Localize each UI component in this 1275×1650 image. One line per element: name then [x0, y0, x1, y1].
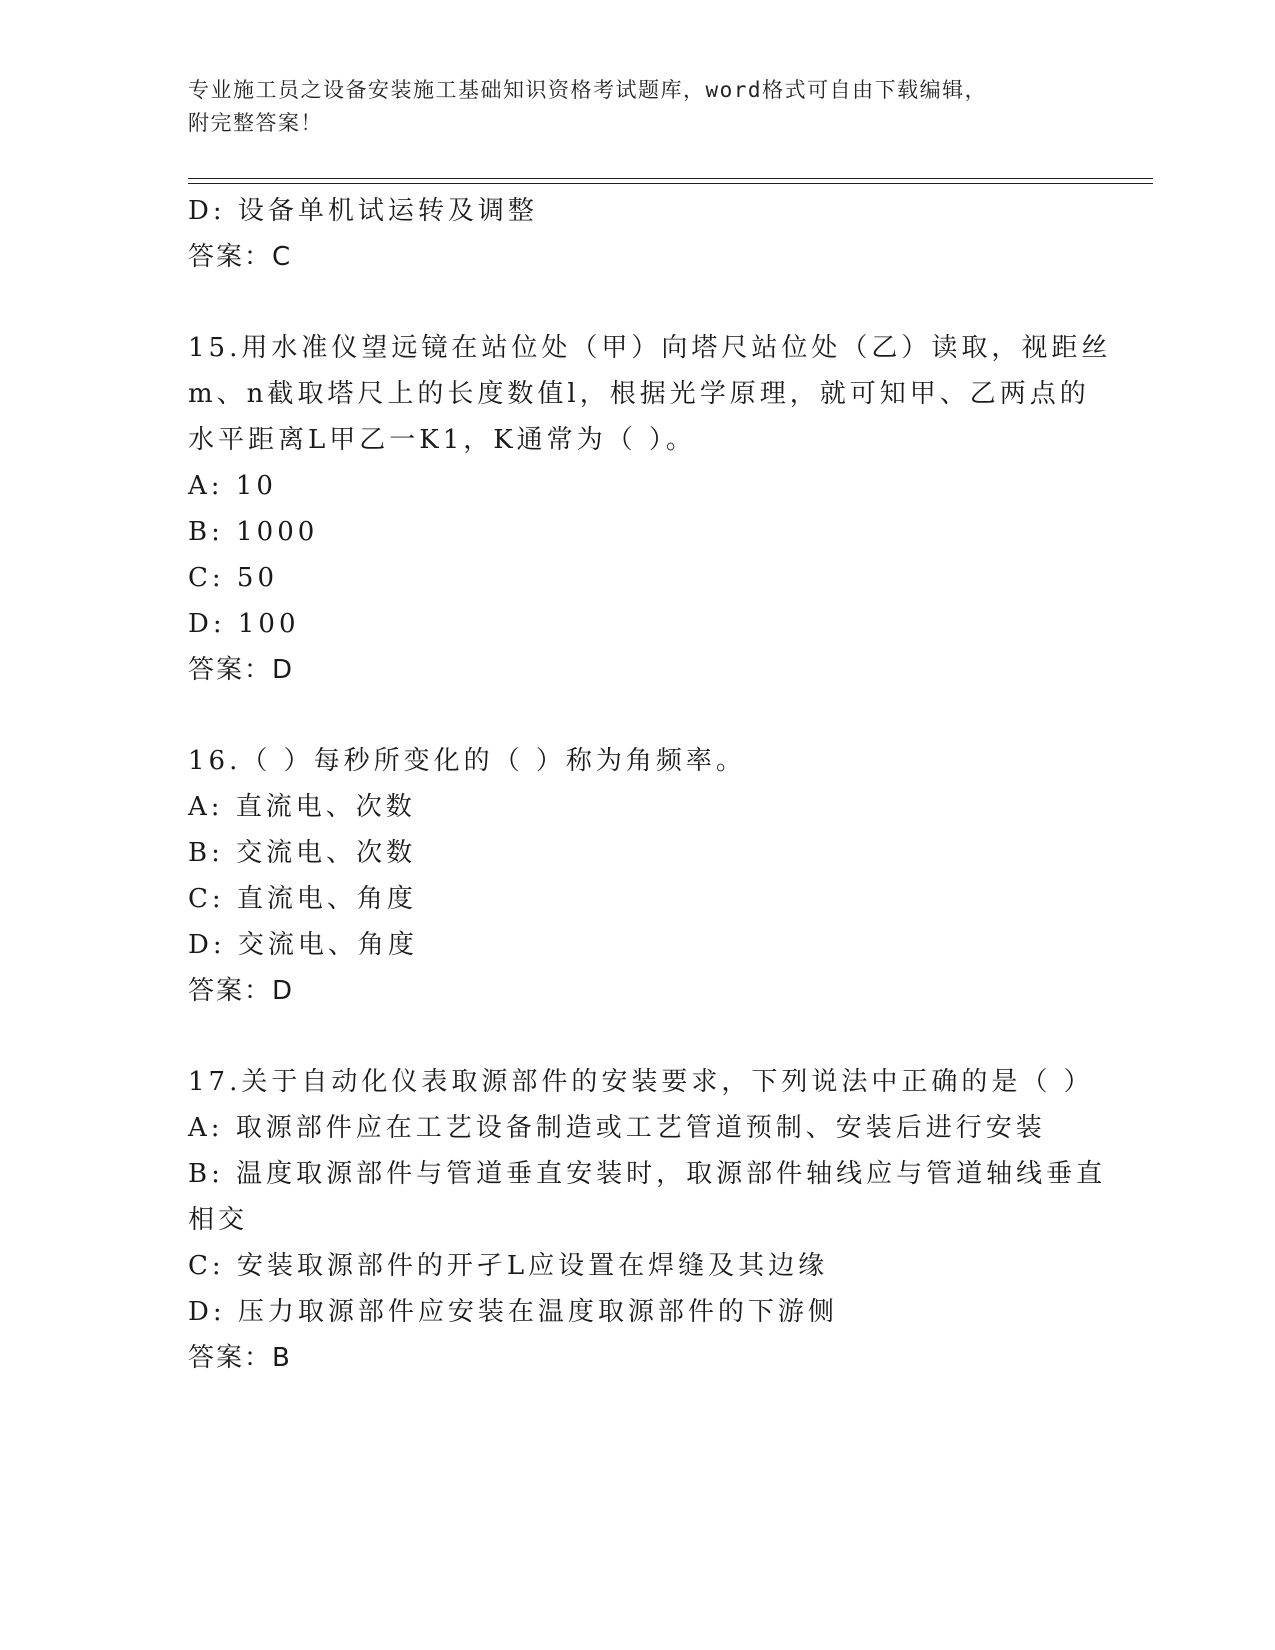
option-a: A: 取源部件应在工艺设备制造或工艺管道预制、安装后进行安装 [188, 1113, 1046, 1143]
option-b: B: 温度取源部件与管道垂直安装时，取源部件轴线应与管道轴线垂直 [188, 1159, 1107, 1189]
header-divider-top [188, 178, 1153, 179]
question-stem-line: m、n截取塔尺上的长度数值l，根据光学原理，就可知甲、乙两点的 [188, 379, 1090, 409]
answer-line: 答案：D [188, 655, 295, 685]
option-c: C: 安装取源部件的开孑L应设置在焊缝及其边缘 [188, 1251, 829, 1281]
question-stem-line: 15.用水准仪望远镜在站位处（甲）向塔尺站位处（乙）读取，视距丝 [188, 333, 1112, 363]
header-line-2: 附完整答案！ [188, 111, 323, 135]
question-content [188, 188, 1112, 1381]
option-c: C: 直流电、角度 [188, 884, 417, 914]
question-17 [188, 1059, 1107, 1381]
answer-line: 答案：D [188, 976, 295, 1006]
header-divider-bottom [188, 183, 1153, 184]
option-b: B: 1000 [188, 517, 319, 547]
header-line-1: 专业施工员之设备安装施工基础知识资格考试题库，word格式可自由下载编辑， [188, 78, 988, 102]
question-stem-line: 水平距离L甲乙一K1，K通常为（ ）。 [188, 425, 696, 455]
answer-line: 答案：C [188, 242, 293, 272]
option-d: D: 100 [188, 609, 300, 639]
question-stem-line: 16.（ ）每秒所变化的（ ）称为角频率。 [188, 746, 746, 776]
option-d: D: 交流电、角度 [188, 930, 418, 960]
option-a: A: 10 [188, 471, 277, 501]
option-d: D: 压力取源部件应安装在温度取源部件的下游侧 [188, 1297, 838, 1327]
option-d: D: 设备单机试运转及调整 [188, 196, 538, 226]
option-a: A: 直流电、次数 [188, 792, 416, 822]
carryover-block [188, 188, 1088, 280]
option-b: B: 交流电、次数 [188, 838, 417, 868]
question-16 [188, 738, 1088, 1014]
question-15 [188, 325, 1112, 693]
option-c: C: 50 [188, 563, 279, 593]
question-stem-line: 17.关于自动化仪表取源部件的安装要求，下列说法中正确的是（ ） [188, 1067, 1094, 1097]
answer-line: 答案：B [188, 1343, 292, 1373]
option-b-continuation: 相交 [188, 1205, 249, 1235]
document-header [188, 74, 1068, 140]
